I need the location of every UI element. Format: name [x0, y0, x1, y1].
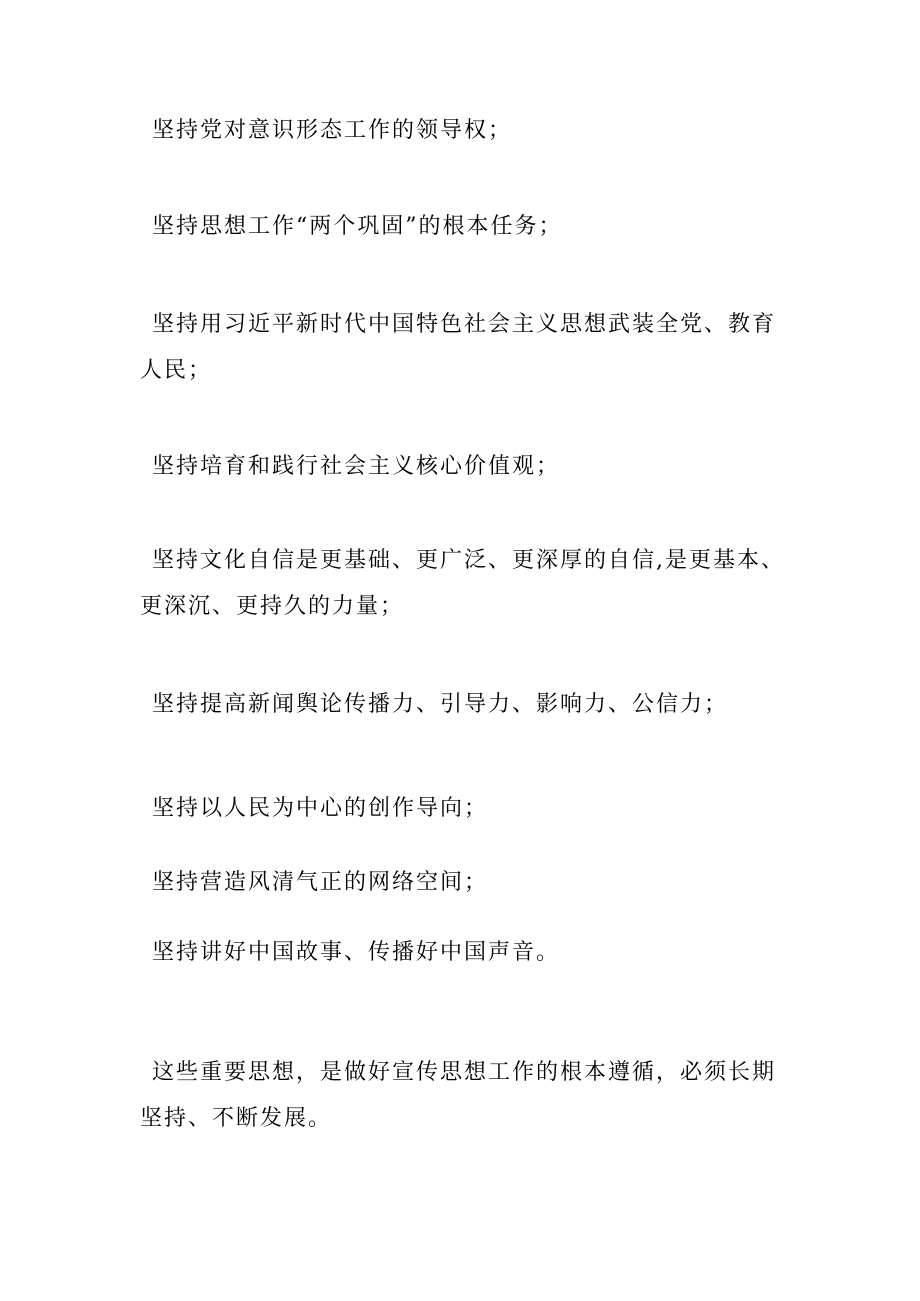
- paragraph-7: 坚持以人民为中心的创作导向；: [152, 796, 489, 821]
- paragraph-5: 坚持文化自信是更基础、更广泛、更深厚的自信,是更基本、更深沉、更持久的力量；: [140, 548, 785, 619]
- paragraph-10: 这些重要思想，是做好宣传思想工作的根本遵循，必须长期坚持、不断发展。: [140, 1060, 777, 1131]
- paragraph-6: 坚持提高新闻舆论传播力、引导力、影响力、公信力；: [152, 692, 729, 717]
- paragraph-3: 坚持用习近平新时代中国特色社会主义思想武装全党、教育人民；: [140, 312, 777, 383]
- paragraph-1: 坚持党对意识形态工作的领导权；: [152, 118, 513, 143]
- paragraph-2: 坚持思想工作“两个巩固”的根本任务；: [152, 214, 563, 239]
- paragraph-4: 坚持培育和践行社会主义核心价值观；: [152, 454, 561, 479]
- paragraph-8: 坚持营造风清气正的网络空间；: [152, 870, 489, 895]
- paragraph-9: 坚持讲好中国故事、传播好中国声音。: [152, 940, 561, 965]
